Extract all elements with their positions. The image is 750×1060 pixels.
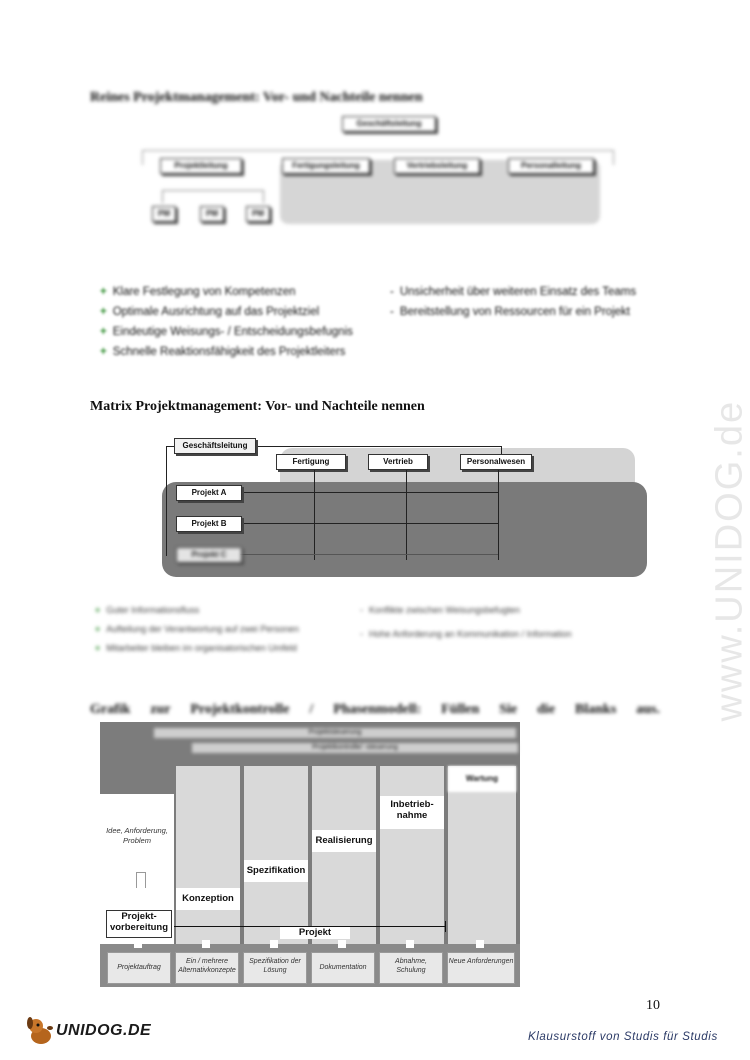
- org-chart-pure: [90, 108, 655, 278]
- dog-icon: [24, 1014, 58, 1048]
- org-chart-matrix: [90, 430, 625, 580]
- pm-box: PM: [152, 206, 176, 222]
- org1-box: Personalleitung: [508, 158, 594, 174]
- phase-box: Konzeption: [176, 888, 240, 910]
- logo-text: UNIDOG.DE: [56, 1022, 152, 1039]
- org2-row-box: Projekt A: [176, 485, 242, 501]
- control-bar: Projektkontrolle/ -steuerung: [192, 743, 518, 753]
- control-bar: Projektsteuerung: [154, 728, 516, 738]
- con-item: Hohe Anforderung an Kommunikation / Information: [369, 629, 572, 639]
- arrow-down-icon: [338, 940, 346, 948]
- org2-column-box: Fertigung: [276, 454, 346, 470]
- org1-box: Vertriebsleitung: [394, 158, 480, 174]
- arrow-down-icon: [476, 940, 484, 948]
- pros-list-2: + Guter Informationsfluss + Aufteilung der Verantwortung auf zwei Personen + Mitarbeiter bleiben im organisatorischen Umfeld: [95, 605, 299, 653]
- arrow-down-icon: [406, 940, 414, 948]
- phase-box: Projekt-vorbereitung: [106, 910, 172, 938]
- pro-item: Guter Informationsfluss: [106, 605, 200, 615]
- con-item: Konflikte zwischen Weisungsbefugten: [369, 605, 520, 615]
- pm-box: PM: [200, 206, 224, 222]
- org2-column-box: Personalwesen: [460, 454, 532, 470]
- org1-top-box: Geschäftsleitung: [342, 116, 436, 132]
- arrow-down-icon: [132, 888, 150, 898]
- output-box: Ein / mehrere Alternativkonzepte: [175, 952, 239, 984]
- phase-box: Wartung: [448, 766, 516, 792]
- section2-title: Matrix Projektmanagement: Vor- und Nachteile nennen: [90, 399, 425, 414]
- arrow-down-icon: [270, 940, 278, 948]
- output-box: Projektauftrag: [107, 952, 171, 984]
- con-item: Unsicherheit über weiteren Einsatz des Teams: [399, 286, 637, 298]
- output-box: Neue Anforderungen: [447, 952, 515, 984]
- idea-text: Idee, Anforderung, Problem: [106, 826, 168, 845]
- con-item: Bereitstellung von Ressourcen für ein Projekt: [399, 306, 630, 318]
- cons-list-2: - Konflikte zwischen Weisungsbefugten - Hohe Anforderung an Kommunikation / Information: [360, 605, 572, 639]
- pro-item: Optimale Ausrichtung auf das Projektziel: [112, 306, 320, 318]
- unidog-logo: [24, 1014, 154, 1050]
- cons-list-1: - Unsicherheit über weiteren Einsatz des Teams - Bereitstellung von Ressourcen für ein Projekt: [390, 286, 637, 318]
- output-box: Dokumentation: [311, 952, 375, 984]
- phase-box: Inbetrieb-nahme: [380, 796, 444, 829]
- pro-item: Schnelle Reaktionsfähigkeit des Projektleiters: [112, 346, 346, 358]
- pro-item: Klare Festlegung von Kompetenzen: [112, 286, 296, 298]
- watermark-text: www.UNIDOG.de: [708, 399, 750, 722]
- pm-box: PM: [246, 206, 270, 222]
- section3-title: Grafik zur Projektkontrolle / Phasenmodell: Füllen Sie die Blanks aus.: [90, 702, 660, 717]
- phase-diagram: [100, 722, 520, 987]
- page-number: 10: [646, 998, 660, 1013]
- org1-box: Projektleitung: [160, 158, 242, 174]
- project-label: Projekt: [280, 927, 350, 939]
- org2-column-box: Vertrieb: [368, 454, 428, 470]
- phase-box: Spezifikation: [244, 860, 308, 882]
- footer-tagline: Klausurstoff von Studis für Studis: [528, 1031, 718, 1043]
- org1-box: Fertigungsleitung: [282, 158, 370, 174]
- phase-box: Realisierung: [312, 830, 376, 852]
- org2-row-box: Projekt B: [176, 516, 242, 532]
- output-box: Spezifikation der Lösung: [243, 952, 307, 984]
- watermark: [700, 280, 750, 730]
- pro-item: Mitarbeiter bleiben im organisatorischen Umfeld: [106, 643, 297, 653]
- arrow-down-icon: [134, 940, 142, 948]
- pro-item: Aufteilung der Verantwortung auf zwei Personen: [106, 624, 299, 634]
- output-box: Abnahme, Schulung: [379, 952, 443, 984]
- org2-row-box: Projekt C: [176, 547, 242, 563]
- org2-top-box: Geschäftsleitung: [174, 438, 256, 454]
- pros-list-1: + Klare Festlegung von Kompetenzen + Optimale Ausrichtung auf das Projektziel + Eindeutige Weisungs- / Entscheidungsbefugnis + Schnelle Reaktionsfähigkeit des Projektleiters: [100, 286, 353, 358]
- pro-item: Eindeutige Weisungs- / Entscheidungsbefugnis: [112, 326, 353, 338]
- section1-title: Reines Projektmanagement: Vor- und Nachteile nennen: [90, 90, 423, 105]
- arrow-down-icon: [202, 940, 210, 948]
